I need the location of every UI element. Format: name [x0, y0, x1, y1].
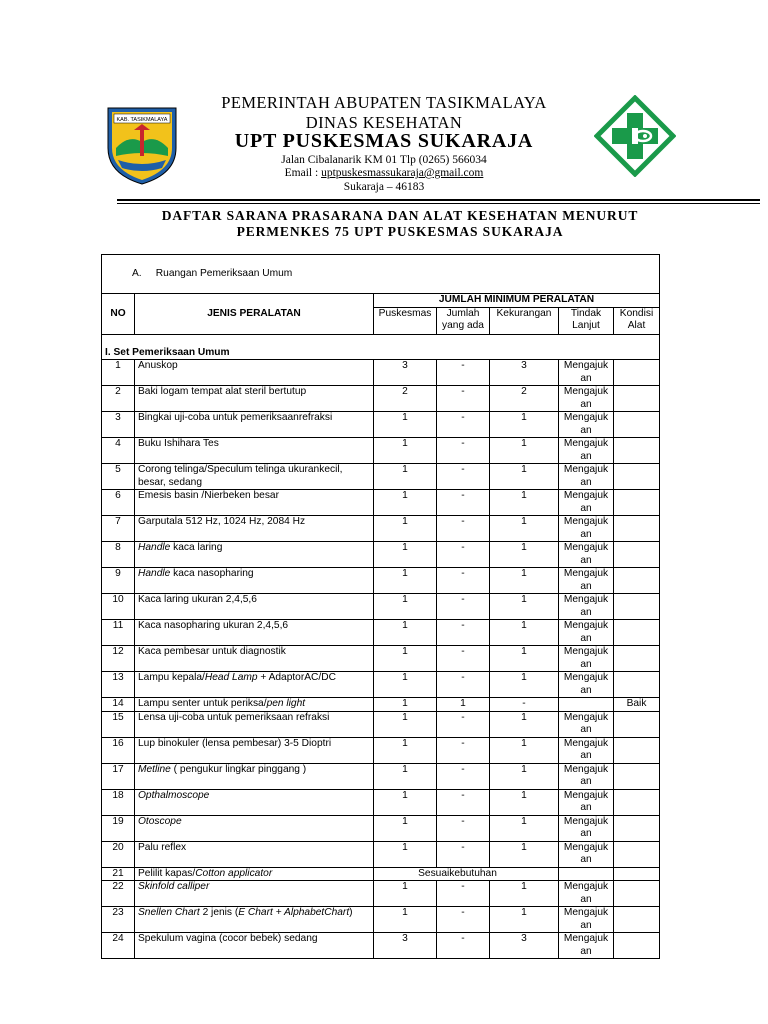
tindak-lanjut: Mengajuk an [559, 646, 614, 672]
address-line: Jalan Cibalanarik KM 01 Tlp (0265) 566034 [281, 154, 487, 166]
kondisi-alat [614, 542, 660, 568]
equipment-name-part: Buku Ishihara Tes [138, 438, 219, 449]
qty-kekurangan: 1 [490, 464, 559, 490]
tindak-lanjut: Mengajuk an [559, 672, 614, 698]
equipment-name-part: Cotton applicator [195, 867, 273, 879]
qty-jumlah: - [437, 737, 490, 763]
qty-puskesmas: 1 [374, 672, 437, 698]
kondisi-alat [614, 881, 660, 907]
section-letter: A. [132, 267, 142, 279]
kondisi-alat [614, 841, 660, 867]
section-cell [102, 255, 660, 294]
equipment-name-part: Kaca nasopharing ukuran 2,4,5,6 [138, 620, 289, 631]
tindak-lanjut: Mengajuk an [559, 412, 614, 438]
table-row [102, 646, 660, 672]
equipment-name [135, 360, 374, 386]
equipment-name [135, 490, 374, 516]
equipment-name-part: Kaca pembesar untuk diagnostik [138, 646, 286, 657]
kondisi-alat [614, 933, 660, 959]
equipment-name-part: Head Lamp [204, 672, 258, 683]
kondisi-alat [614, 594, 660, 620]
tindak-lanjut: Mengajuk an [559, 386, 614, 412]
qty-jumlah: - [437, 490, 490, 516]
qty-puskesmas: 1 [374, 646, 437, 672]
equipment-name-part: + AdaptorAC/DC [257, 672, 336, 683]
equipment-name [135, 881, 374, 907]
equipment-name-part: Spekulum vagina (cocor bebek) sedang [138, 933, 318, 944]
table-row [102, 881, 660, 907]
qty-puskesmas: 1 [374, 516, 437, 542]
qty-kekurangan: 1 [490, 815, 559, 841]
document-title-line1: DAFTAR SARANA PRASARANA DAN ALAT KESEHATAN MENURUT [161, 208, 639, 223]
qty-puskesmas: 1 [374, 907, 437, 933]
equipment-name-part: Lampu kepala/ [138, 672, 205, 683]
qty-kekurangan: 1 [490, 789, 559, 815]
qty-puskesmas: 1 [374, 412, 437, 438]
qty-jumlah: - [437, 841, 490, 867]
equipment-name [135, 789, 374, 815]
letterhead-rule-thin [117, 203, 760, 204]
qty-jumlah: - [437, 412, 490, 438]
equipment-name-part: ) [349, 907, 353, 918]
row-no: 5 [102, 464, 135, 490]
equipment-name [135, 646, 374, 672]
tindak-lanjut: Mengajuk an [559, 907, 614, 933]
tindak-lanjut: Mengajuk an [559, 933, 614, 959]
qty-puskesmas: 2 [374, 386, 437, 412]
qty-jumlah: - [437, 464, 490, 490]
tindak-lanjut [559, 698, 614, 712]
tindak-lanjut: Mengajuk an [559, 881, 614, 907]
row-no: 4 [102, 438, 135, 464]
tindak-lanjut [559, 867, 614, 881]
qty-jumlah: - [437, 672, 490, 698]
equipment-name-part: pen light [266, 698, 306, 709]
table-row [102, 763, 660, 789]
tindak-lanjut: Mengajuk an [559, 841, 614, 867]
equipment-name-part: Baki logam tempat alat steril bertutup [138, 386, 307, 397]
row-no: 15 [102, 711, 135, 737]
table-row [102, 933, 660, 959]
kondisi-alat [614, 620, 660, 646]
equipment-name [135, 594, 374, 620]
qty-jumlah: - [437, 620, 490, 646]
equipment-name-part: Palu reflex [138, 841, 187, 853]
city-line: Sukaraja – 46183 [343, 181, 425, 193]
table-row [102, 516, 660, 542]
equipment-name [135, 464, 374, 490]
equipment-name-part: Corong telinga/Speculum telinga ukurankecil, besar, sedang [138, 464, 343, 488]
kondisi-alat [614, 711, 660, 737]
section-row [102, 255, 660, 294]
equipment-name-part: Skinfold calliper [138, 881, 210, 892]
qty-kekurangan: 3 [490, 360, 559, 386]
qty-jumlah: - [437, 594, 490, 620]
kondisi-alat [614, 412, 660, 438]
qty-puskesmas: 1 [374, 620, 437, 646]
equipment-name-part: Pelilit kapas/ [138, 867, 196, 879]
equipment-name-part: Handle [138, 542, 171, 553]
qty-kekurangan: 2 [490, 386, 559, 412]
col-header-no: NO [102, 294, 135, 335]
equipment-name-part: ( pengukur lingkar pinggang ) [170, 763, 307, 775]
table-row [102, 464, 660, 490]
equipment-name-part: Lup binokuler (lensa pembesar) 3-5 Dioptri [138, 737, 332, 749]
tindak-lanjut: Mengajuk an [559, 490, 614, 516]
qty-jumlah: - [437, 568, 490, 594]
equipment-name [135, 907, 374, 933]
col-header-kondisi: Kondisi Alat [614, 307, 660, 334]
qty-kekurangan: 1 [490, 907, 559, 933]
qty-jumlah: 1 [437, 698, 490, 712]
equipment-name-part: kaca nasopharing [170, 568, 254, 579]
kondisi-alat [614, 568, 660, 594]
row-no: 2 [102, 386, 135, 412]
row-no: 10 [102, 594, 135, 620]
col-header-tindak: Tindak Lanjut [559, 307, 614, 334]
table-row [102, 438, 660, 464]
qty-jumlah: - [437, 516, 490, 542]
equipment-name-part: E Chart + AlphabetChart [238, 907, 350, 918]
qty-kekurangan: 1 [490, 412, 559, 438]
qty-puskesmas: 1 [374, 438, 437, 464]
qty-kekurangan: 1 [490, 516, 559, 542]
qty-jumlah: - [437, 386, 490, 412]
equipment-name [135, 815, 374, 841]
table-row [102, 789, 660, 815]
equipment-name [135, 542, 374, 568]
col-header-group: JUMLAH MINIMUM PERALATAN [374, 294, 660, 308]
table-row [102, 672, 660, 698]
tindak-lanjut: Mengajuk an [559, 737, 614, 763]
table-row [102, 542, 660, 568]
tindak-lanjut: Mengajuk an [559, 620, 614, 646]
tindak-lanjut: Mengajuk an [559, 438, 614, 464]
kondisi-alat [614, 360, 660, 386]
qty-kekurangan: 1 [490, 763, 559, 789]
qty-jumlah: - [437, 438, 490, 464]
qty-kekurangan: 1 [490, 737, 559, 763]
equipment-name-part: kaca laring [170, 542, 223, 553]
kondisi-alat [614, 438, 660, 464]
qty-puskesmas: 1 [374, 711, 437, 737]
row-no: 20 [102, 841, 135, 867]
table-row [102, 907, 660, 933]
kondisi-alat [614, 516, 660, 542]
subsection-title: I. Set Pemeriksaan Umum [102, 347, 660, 360]
equipment-name [135, 386, 374, 412]
tindak-lanjut: Mengajuk an [559, 360, 614, 386]
row-no: 3 [102, 412, 135, 438]
equipment-name [135, 568, 374, 594]
table-row [102, 412, 660, 438]
table-row [102, 568, 660, 594]
qty-puskesmas: 1 [374, 568, 437, 594]
subsection-row [102, 347, 660, 360]
qty-puskesmas: 1 [374, 737, 437, 763]
equipment-name [135, 620, 374, 646]
emblem-text: KAB. TASIKMALAYA [116, 117, 168, 123]
equipment-name-part: Handle [138, 568, 171, 579]
spacer-row [102, 334, 660, 347]
equipment-name [135, 412, 374, 438]
quantity-note: Sesuaikebutuhan [374, 867, 559, 881]
kondisi-alat [614, 737, 660, 763]
col-header-name: JENIS PERALATAN [135, 294, 374, 335]
kondisi-alat [614, 867, 660, 881]
qty-kekurangan: 1 [490, 542, 559, 568]
row-no: 22 [102, 881, 135, 907]
equipment-name [135, 698, 374, 712]
row-no: 18 [102, 789, 135, 815]
qty-kekurangan: 1 [490, 438, 559, 464]
email-label: Email : [284, 167, 322, 179]
qty-puskesmas: 1 [374, 763, 437, 789]
qty-jumlah: - [437, 933, 490, 959]
qty-puskesmas: 1 [374, 698, 437, 712]
table-row [102, 620, 660, 646]
unit-name: UPT PUSKESMAS SUKARAJA [234, 130, 534, 152]
qty-puskesmas: 1 [374, 464, 437, 490]
qty-puskesmas: 1 [374, 594, 437, 620]
tindak-lanjut: Mengajuk an [559, 594, 614, 620]
equipment-name [135, 841, 374, 867]
qty-jumlah: - [437, 360, 490, 386]
qty-kekurangan: 1 [490, 881, 559, 907]
equipment-name-part: Metline [138, 763, 171, 775]
equipment-name-part: 2 jenis ( [199, 907, 239, 918]
equipment-name [135, 867, 374, 881]
qty-jumlah: - [437, 763, 490, 789]
table-row [102, 360, 660, 386]
kondisi-alat [614, 815, 660, 841]
spacer-cell [102, 334, 660, 347]
kondisi-alat [614, 646, 660, 672]
equipment-name-part: Emesis basin /Nierbeken besar [138, 490, 279, 501]
government-name: PEMERINTAH ABUPATEN TASIKMALAYA [221, 93, 547, 112]
qty-jumlah: - [437, 815, 490, 841]
table-row [102, 867, 660, 881]
equipment-name-part: Anuskop [138, 360, 178, 371]
row-no: 6 [102, 490, 135, 516]
qty-puskesmas: 1 [374, 789, 437, 815]
row-no: 17 [102, 763, 135, 789]
row-no: 11 [102, 620, 135, 646]
qty-kekurangan: 1 [490, 594, 559, 620]
equipment-name-part: Lensa uji-coba untuk pemeriksaan refraksi [138, 711, 330, 723]
row-no: 1 [102, 360, 135, 386]
qty-puskesmas: 1 [374, 815, 437, 841]
qty-jumlah: - [437, 646, 490, 672]
row-no: 8 [102, 542, 135, 568]
equipment-name-part: Kaca laring ukuran 2,4,5,6 [138, 594, 257, 605]
qty-kekurangan: 1 [490, 568, 559, 594]
equipment-name-part: Otoscope [138, 815, 182, 827]
kondisi-alat [614, 464, 660, 490]
qty-jumlah: - [437, 542, 490, 568]
row-no: 7 [102, 516, 135, 542]
qty-kekurangan: 1 [490, 672, 559, 698]
tindak-lanjut: Mengajuk an [559, 464, 614, 490]
department-name: DINAS KESEHATAN [305, 113, 463, 132]
kondisi-alat [614, 386, 660, 412]
row-no: 21 [102, 867, 135, 881]
equipment-name [135, 933, 374, 959]
tindak-lanjut: Mengajuk an [559, 789, 614, 815]
qty-jumlah: - [437, 907, 490, 933]
qty-kekurangan: 3 [490, 933, 559, 959]
table-row [102, 841, 660, 867]
qty-kekurangan: 1 [490, 646, 559, 672]
equipment-name-part: Snellen Chart [138, 907, 200, 918]
kondisi-alat [614, 907, 660, 933]
equipment-name [135, 711, 374, 737]
table-row [102, 737, 660, 763]
tindak-lanjut: Mengajuk an [559, 568, 614, 594]
equipment-name-part: Bingkai uji-coba untuk pemeriksaanrefraksi [138, 412, 333, 423]
table-row [102, 594, 660, 620]
row-no: 19 [102, 815, 135, 841]
qty-kekurangan: 1 [490, 620, 559, 646]
qty-puskesmas: 3 [374, 933, 437, 959]
equipment-name [135, 672, 374, 698]
equipment-table [101, 254, 660, 959]
qty-kekurangan: - [490, 698, 559, 712]
header-row-1 [102, 294, 660, 308]
col-header-jumlah: Jumlah yang ada [437, 307, 490, 334]
qty-jumlah: - [437, 881, 490, 907]
qty-puskesmas: 1 [374, 490, 437, 516]
col-header-puskesmas: Puskesmas [374, 307, 437, 334]
tindak-lanjut: Mengajuk an [559, 815, 614, 841]
table-row [102, 386, 660, 412]
row-no: 14 [102, 698, 135, 712]
email-line [0, 167, 768, 179]
table-row [102, 490, 660, 516]
qty-jumlah: - [437, 711, 490, 737]
equipment-name [135, 763, 374, 789]
kondisi-alat [614, 672, 660, 698]
kondisi-alat [614, 763, 660, 789]
table-row [102, 711, 660, 737]
table-row [102, 698, 660, 712]
kondisi-alat: Baik [614, 698, 660, 712]
tindak-lanjut: Mengajuk an [559, 763, 614, 789]
row-no: 23 [102, 907, 135, 933]
row-no: 12 [102, 646, 135, 672]
equipment-name [135, 438, 374, 464]
letterhead-rule [117, 199, 760, 201]
qty-kekurangan: 1 [490, 490, 559, 516]
email-link[interactable]: uptpuskesmassukaraja@gmail.com [321, 167, 484, 179]
row-no: 16 [102, 737, 135, 763]
tindak-lanjut: Mengajuk an [559, 516, 614, 542]
qty-jumlah: - [437, 789, 490, 815]
document-title-line2: PERMENKES 75 UPT PUSKESMAS SUKARAJA [236, 224, 564, 239]
col-header-kekurangan: Kekurangan [490, 307, 559, 334]
equipment-name-part: Lampu senter untuk periksa/ [138, 698, 267, 709]
qty-puskesmas: 3 [374, 360, 437, 386]
row-no: 24 [102, 933, 135, 959]
section-title: Ruangan Pemeriksaan Umum [155, 267, 293, 279]
qty-kekurangan: 1 [490, 711, 559, 737]
kondisi-alat [614, 789, 660, 815]
equipment-name-part: Opthalmoscope [138, 789, 210, 801]
qty-puskesmas: 1 [374, 881, 437, 907]
qty-puskesmas: 1 [374, 841, 437, 867]
equipment-name [135, 737, 374, 763]
table-row [102, 815, 660, 841]
qty-puskesmas: 1 [374, 542, 437, 568]
equipment-name-part: Garputala 512 Hz, 1024 Hz, 2084 Hz [138, 516, 306, 527]
tindak-lanjut: Mengajuk an [559, 711, 614, 737]
qty-kekurangan: 1 [490, 841, 559, 867]
row-no: 9 [102, 568, 135, 594]
equipment-name [135, 516, 374, 542]
row-no: 13 [102, 672, 135, 698]
tindak-lanjut: Mengajuk an [559, 542, 614, 568]
kondisi-alat [614, 490, 660, 516]
